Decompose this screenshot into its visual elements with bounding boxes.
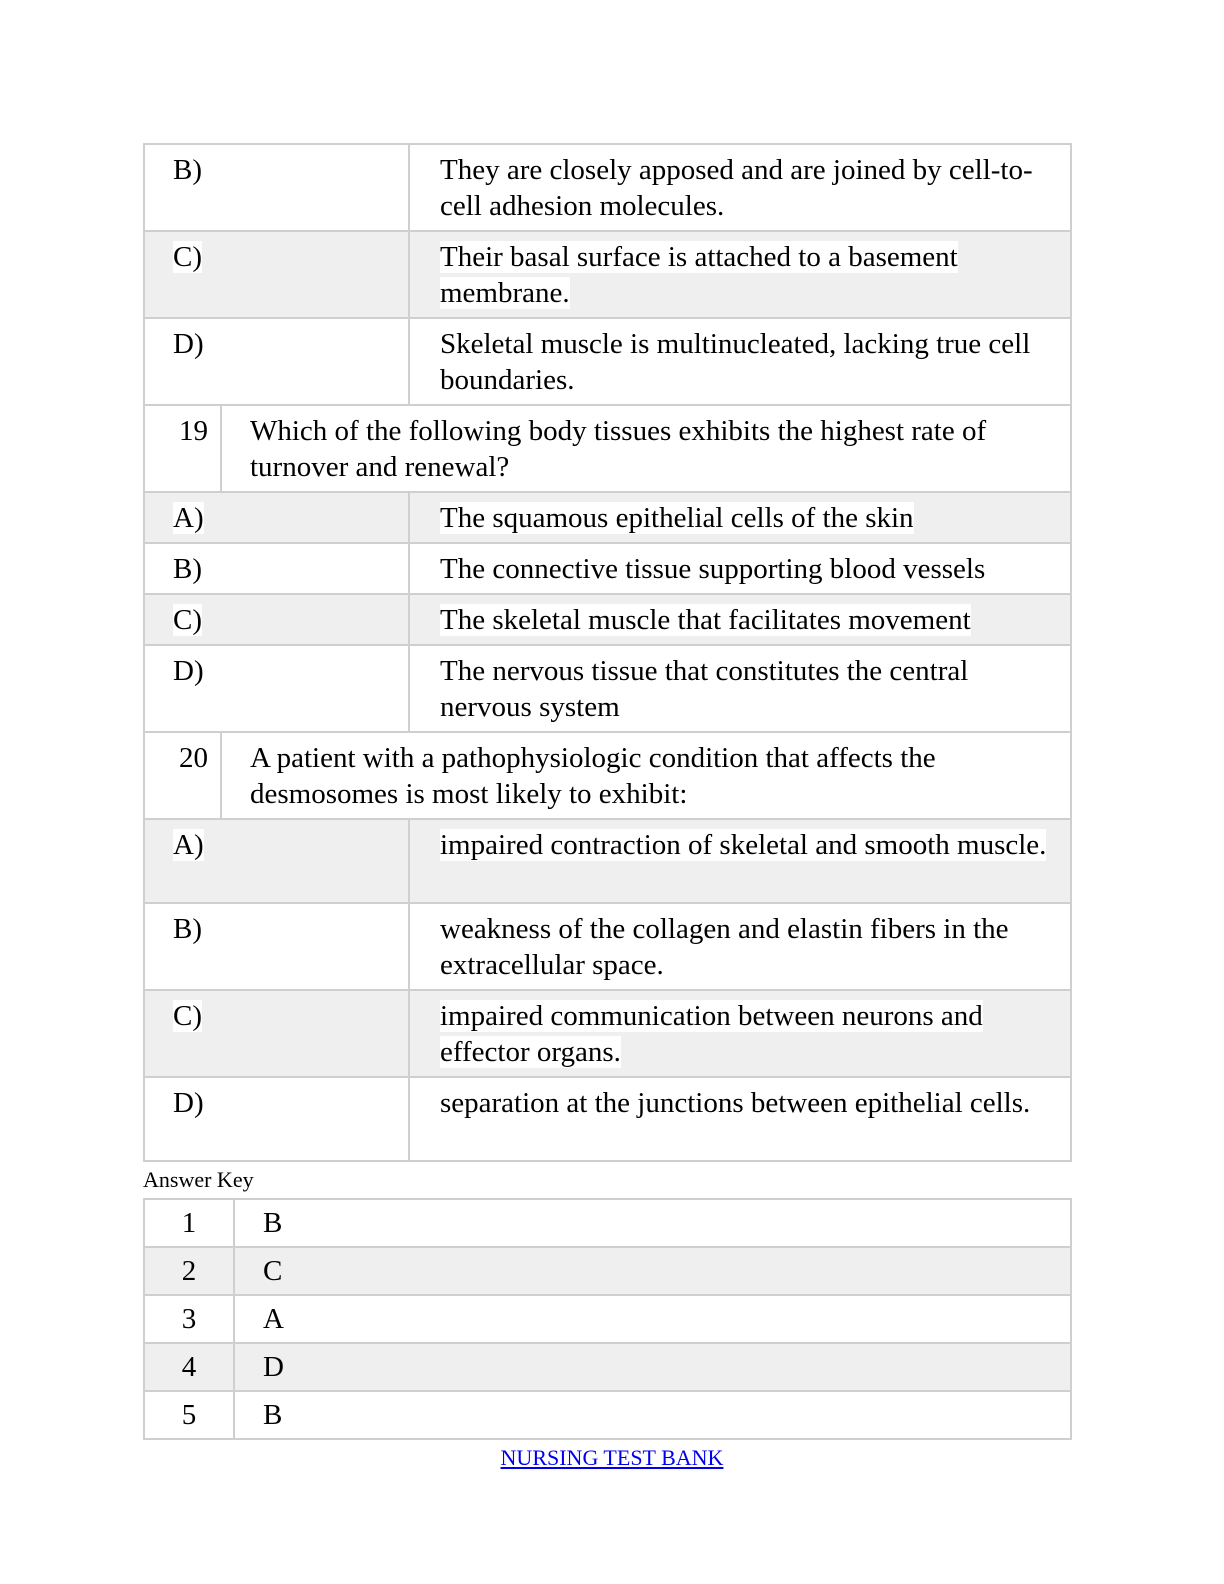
answer-row [144, 1343, 1071, 1391]
answer-letter: B [234, 1199, 1071, 1247]
option-row [144, 903, 1071, 990]
option-label: C) [144, 990, 409, 1077]
nursing-test-bank-link[interactable]: NURSING TEST BANK [500, 1445, 724, 1470]
option-label: D) [144, 645, 409, 732]
option-label: A) [144, 819, 409, 903]
question-19-options [143, 491, 1072, 733]
page-footer [0, 1445, 1224, 1471]
option-text: The skeletal muscle that facilitates movement [409, 594, 1071, 645]
option-row [144, 819, 1071, 903]
option-row [144, 594, 1071, 645]
option-label: B) [144, 144, 409, 231]
question-text: A patient with a pathophysiologic condition that affects the desmosomes is most likely to exhibit: [221, 732, 1071, 819]
option-text: impaired communication between neurons and effector organs. [409, 990, 1071, 1077]
answer-row [144, 1247, 1071, 1295]
answer-key-table [143, 1198, 1072, 1440]
answer-number: 4 [144, 1343, 234, 1391]
question-19-stem [143, 404, 1072, 493]
option-text: weakness of the collagen and elastin fibers in the extracellular space. [409, 903, 1071, 990]
answer-letter: C [234, 1247, 1071, 1295]
option-row [144, 1077, 1071, 1161]
question-number: 19 [144, 405, 221, 492]
option-label: C) [144, 231, 409, 318]
question-20-stem [143, 731, 1072, 820]
option-text: The connective tissue supporting blood vessels [409, 543, 1071, 594]
option-label: C) [144, 594, 409, 645]
option-row [144, 231, 1071, 318]
option-row [144, 543, 1071, 594]
answer-letter: A [234, 1295, 1071, 1343]
option-row [144, 645, 1071, 732]
answer-number: 1 [144, 1199, 234, 1247]
answer-number: 5 [144, 1391, 234, 1439]
option-row [144, 990, 1071, 1077]
answer-row [144, 1199, 1071, 1247]
question-number: 20 [144, 732, 221, 819]
option-label: D) [144, 1077, 409, 1161]
option-label: B) [144, 543, 409, 594]
question-row [144, 732, 1071, 819]
option-text: Their basal surface is attached to a basement membrane. [409, 231, 1071, 318]
answer-number: 2 [144, 1247, 234, 1295]
option-text: The squamous epithelial cells of the skin [409, 492, 1071, 543]
option-row [144, 144, 1071, 231]
option-row [144, 492, 1071, 543]
option-text: They are closely apposed and are joined by cell-to-cell adhesion molecules. [409, 144, 1071, 231]
option-text: Skeletal muscle is multinucleated, lacking true cell boundaries. [409, 318, 1071, 405]
option-text: The nervous tissue that constitutes the central nervous system [409, 645, 1071, 732]
answer-letter: D [234, 1343, 1071, 1391]
option-row [144, 318, 1071, 405]
question-text: Which of the following body tissues exhibits the highest rate of turnover and renewal? [221, 405, 1071, 492]
answer-key-title: Answer Key [143, 1167, 254, 1192]
test-page [143, 143, 1070, 1440]
previous-question-options [143, 143, 1072, 406]
option-label: D) [144, 318, 409, 405]
answer-number: 3 [144, 1295, 234, 1343]
question-20-options [143, 818, 1072, 1162]
option-text: impaired contraction of skeletal and smooth muscle. [409, 819, 1071, 903]
question-row [144, 405, 1071, 492]
option-label: A) [144, 492, 409, 543]
option-label: B) [144, 903, 409, 990]
answer-letter: B [234, 1391, 1071, 1439]
answer-row [144, 1391, 1071, 1439]
answer-row [144, 1295, 1071, 1343]
option-text: separation at the junctions between epithelial cells. [409, 1077, 1071, 1161]
